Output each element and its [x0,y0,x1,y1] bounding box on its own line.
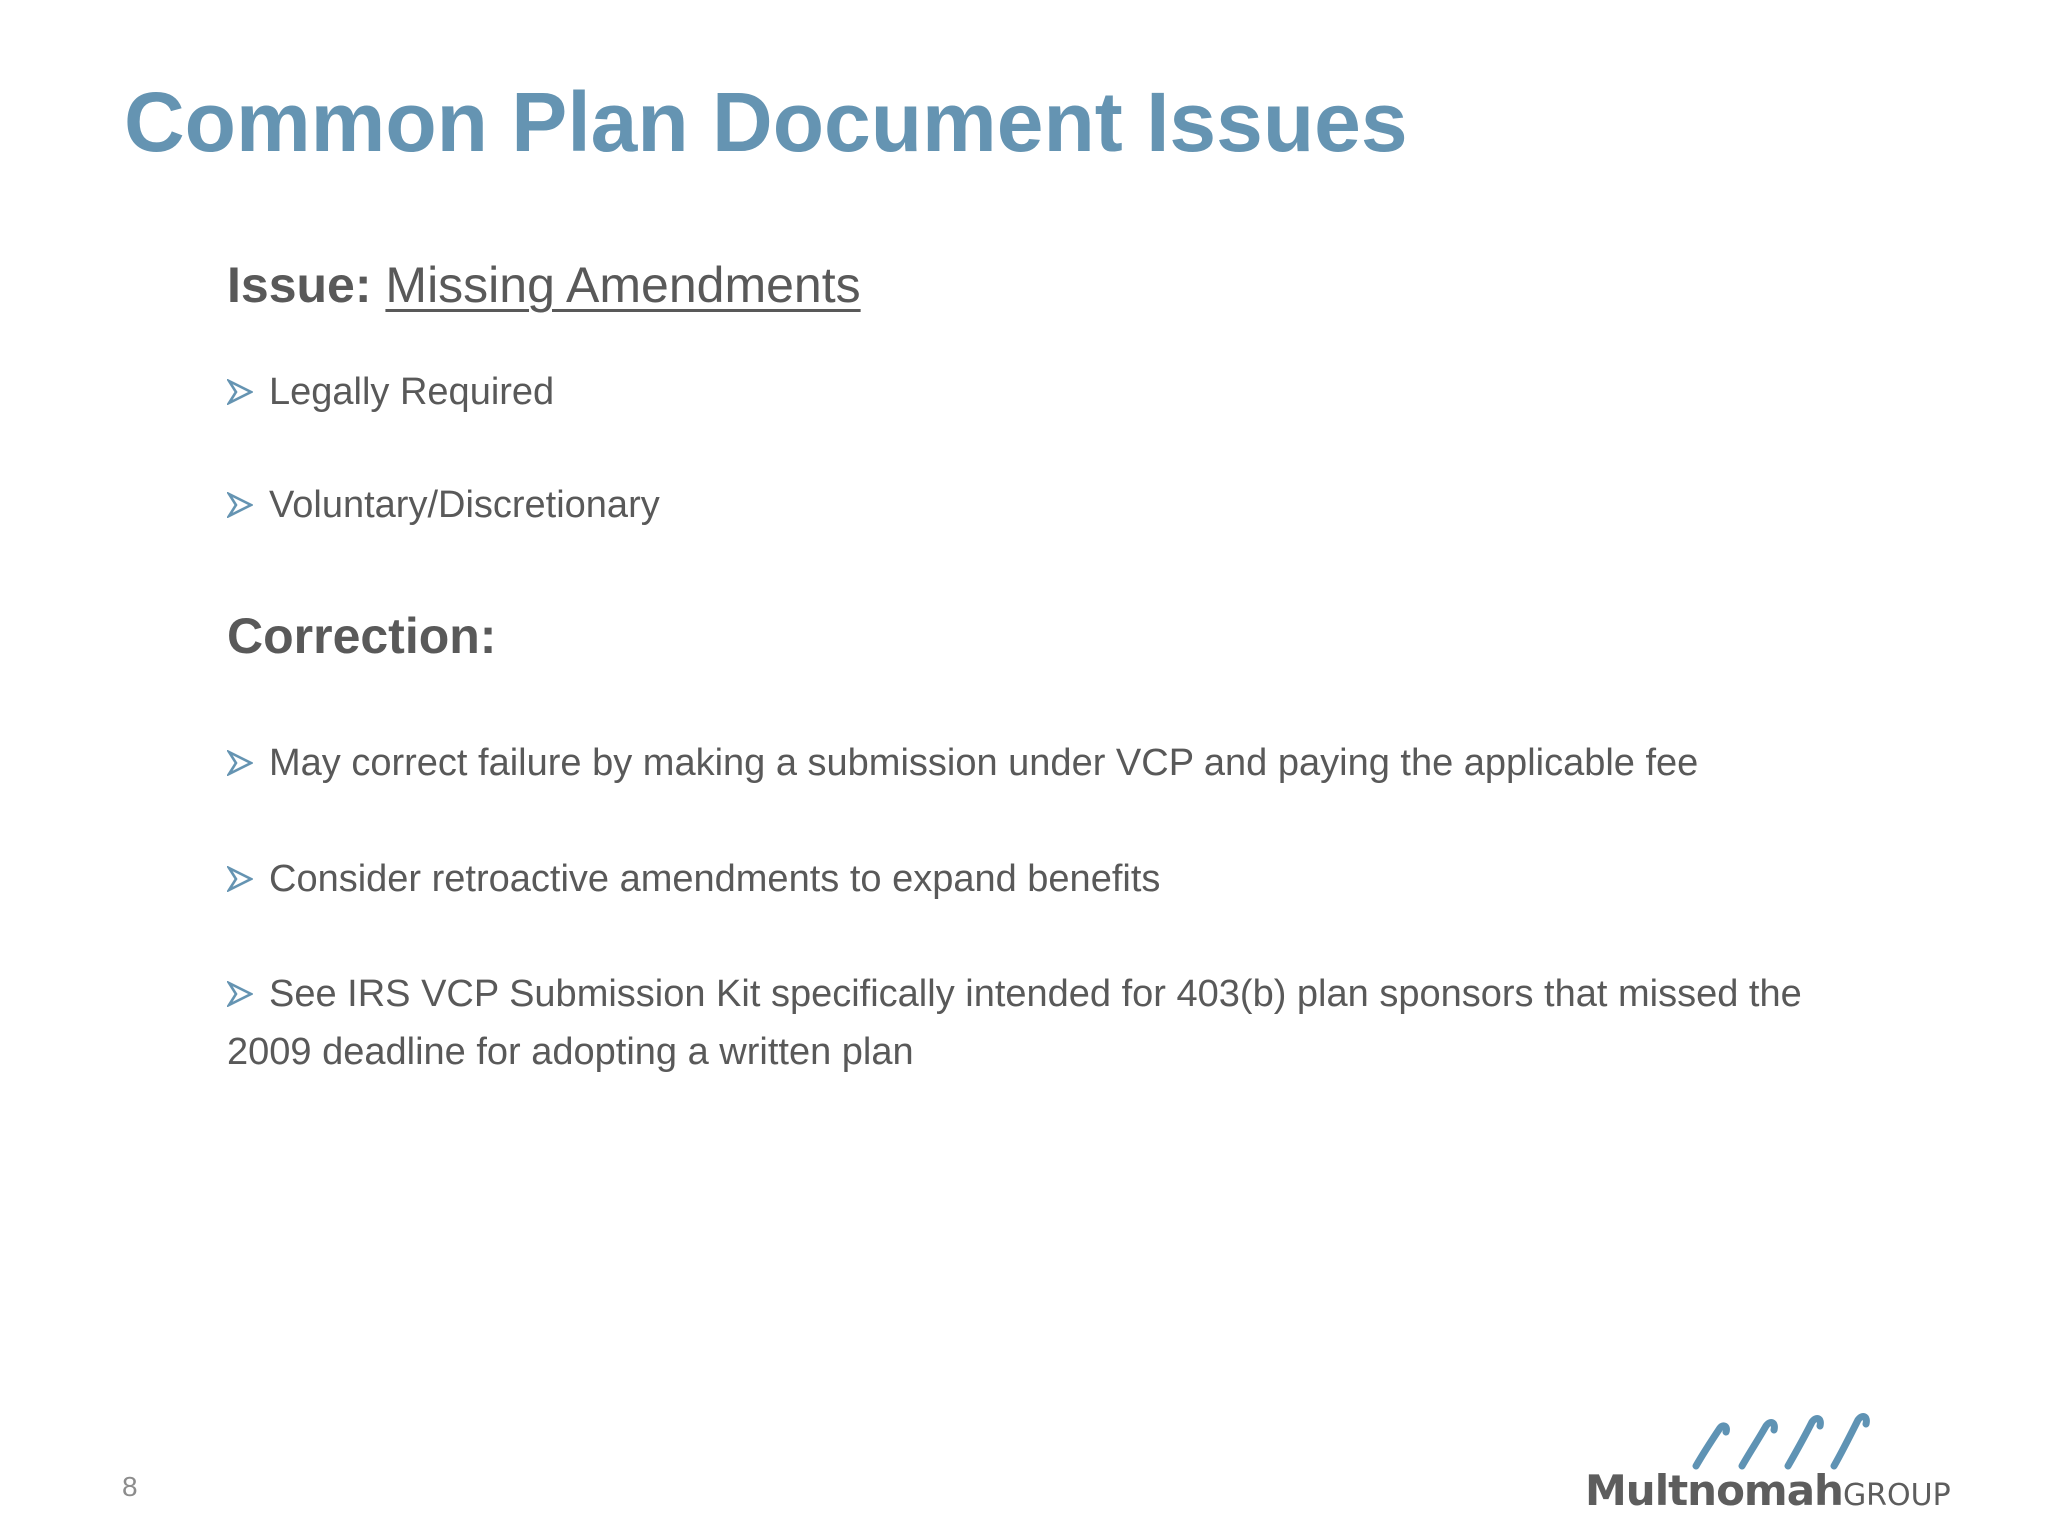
arrowhead-bullet-icon [227,492,253,518]
correction-heading: Correction: [227,608,497,664]
correction-bullet [227,734,1867,792]
issue-topic: Missing Amendments [385,257,861,313]
issue-bullet [227,476,1867,534]
arrowhead-bullet-icon [227,866,253,892]
logo-brand: Multnomah [1585,1466,1843,1515]
logo-suffix: GROUP [1842,1478,1951,1513]
arrowhead-bullet-icon [227,981,253,1007]
arrowhead-bullet-icon [227,379,253,405]
issue-label: Issue: [227,257,372,313]
logo-wordmark [1585,1466,1951,1515]
issue-bullet-text: Legally Required [269,371,555,413]
arrowhead-bullet-icon [227,750,253,776]
issue-bullet [227,363,1867,421]
correction-bullet-text: May correct failure by making a submission under VCP and paying the applicable fee [269,742,1699,784]
correction-bullet [227,850,1867,908]
slide-title: Common Plan Document Issues [124,75,1408,169]
issue-heading [227,255,861,315]
correction-bullet [227,965,1867,1081]
wave-logo-icon [1690,1410,1870,1470]
company-logo [1585,1410,1985,1520]
page-number: 8 [122,1471,138,1502]
correction-bullet-text: Consider retroactive amendments to expand benefits [269,858,1161,900]
issue-bullet-text: Voluntary/Discretionary [269,484,660,526]
correction-bullet-text: See IRS VCP Submission Kit specifically intended for 403(b) plan sponsors that missed the 2009 deadline for adopting a written plan [227,973,1802,1073]
